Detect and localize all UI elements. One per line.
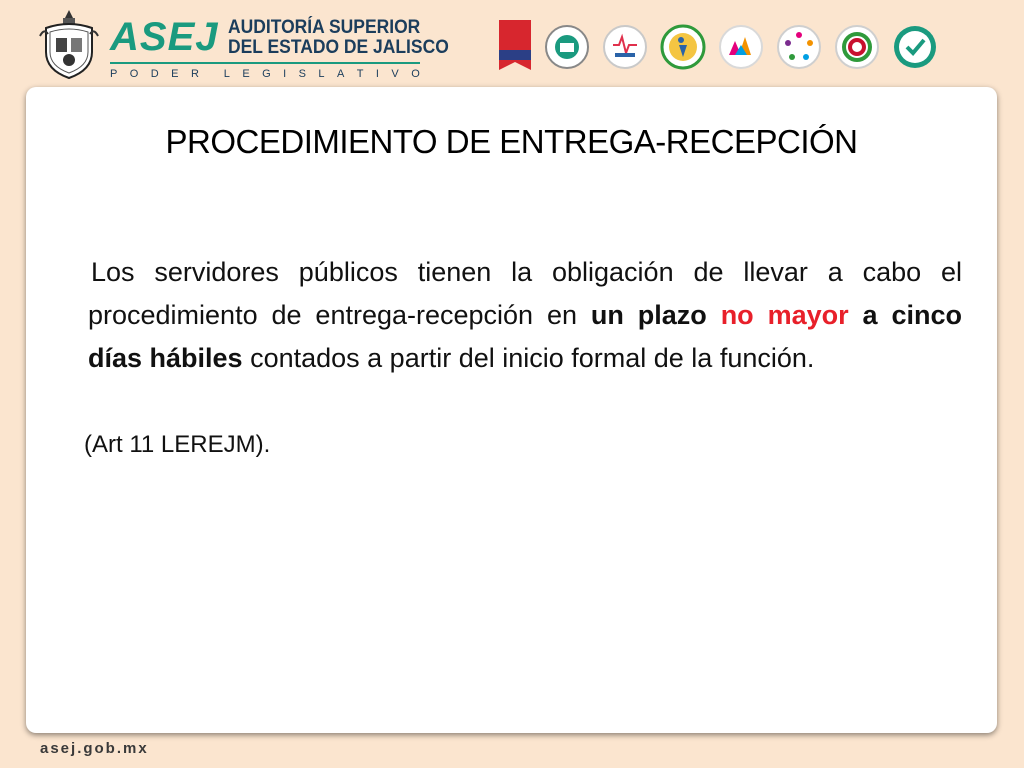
slide-card (26, 87, 997, 733)
logo-line-1: AUDITORÍA SUPERIOR (228, 17, 421, 38)
logo-line-2: DEL ESTADO DE JALISCO (228, 37, 449, 58)
slide-paragraph (88, 251, 962, 380)
iso-9001-badge-icon (891, 23, 939, 71)
tagline-letter: I (283, 68, 287, 80)
footer-site-link[interactable]: asej.gob.mx (40, 740, 149, 757)
tagline-letter: G (262, 68, 271, 80)
logo-divider (110, 62, 420, 64)
tagline-letter: S (298, 68, 306, 80)
logo-wordmark: ASEJ (110, 15, 219, 59)
asej-logo (110, 15, 449, 84)
tagline-letter: D (150, 68, 159, 80)
iso-27001-badge-icon (543, 23, 591, 71)
iecor-badge-icon (601, 23, 649, 71)
paragraph-highlight: no mayor (720, 300, 849, 330)
paragraph-text: Los servidores públicos tienen la obligación de llevar a cabo el procedimiento de entrega-recepción en (88, 257, 962, 330)
tagline-letter: E (171, 68, 179, 80)
logo-tagline (110, 68, 420, 80)
diversity-circle-badge-icon (775, 23, 823, 71)
tagline-letter: V (391, 68, 399, 80)
family-badge-icon (833, 23, 881, 71)
paragraph-bold: un plazo (590, 300, 707, 330)
paragraph-bold: a cinco días hábiles (88, 300, 962, 373)
paragraph-text: contados a partir del inicio formal de la función. (242, 343, 815, 373)
inclusion-badge-icon (659, 23, 707, 71)
great-place-to-work-badge-icon (497, 18, 533, 76)
jalisco-coat-of-arms-icon (38, 6, 100, 80)
tagline-letter: L (223, 68, 230, 80)
tagline-letter: L (318, 68, 325, 80)
tagline-letter: P (110, 68, 118, 80)
citation: (Art 11 LEREJM). (84, 431, 271, 458)
tagline-letter: T (356, 68, 364, 80)
tagline-letter: R (190, 68, 199, 80)
tagline-letter: A (336, 68, 345, 80)
tagline-letter: O (129, 68, 139, 80)
tagline-letter: O (411, 68, 420, 80)
tagline-letter: E (242, 68, 250, 80)
certification-badges (497, 18, 939, 76)
slide-title: PROCEDIMIENTO DE ENTREGA-RECEPCIÓN (165, 123, 858, 160)
header (0, 0, 1024, 86)
tagline-letter: I (375, 68, 379, 80)
empresa-incluyente-badge-icon (717, 23, 765, 71)
